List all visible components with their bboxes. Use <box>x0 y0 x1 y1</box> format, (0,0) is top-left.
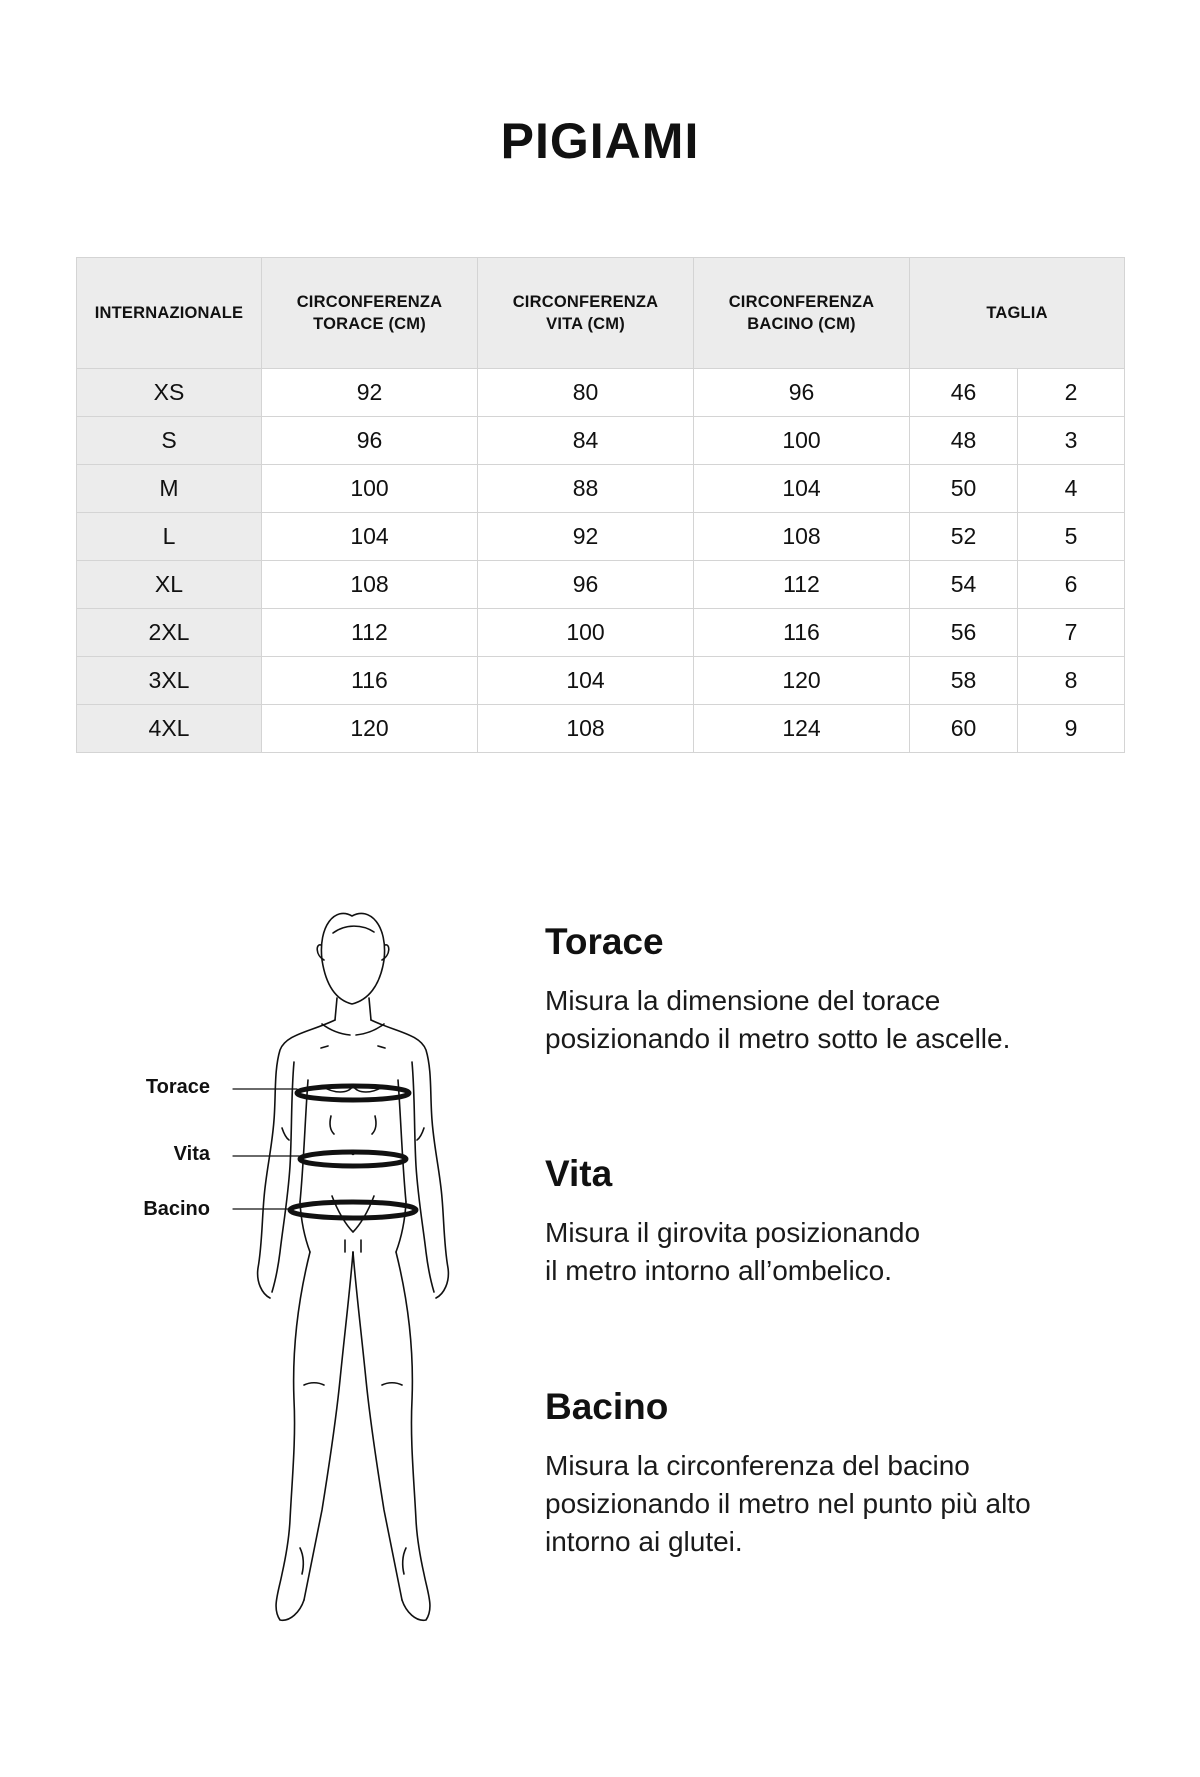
guide-chest-heading: Torace <box>545 921 664 962</box>
header-chest: CIRCONFERENZA TORACE (CM) <box>262 258 478 369</box>
size-table <box>76 257 1125 753</box>
header-international: INTERNAZIONALE <box>77 258 262 369</box>
cell-hip: 120 <box>694 657 910 705</box>
table-body <box>77 369 1125 753</box>
figure-label-hip: Bacino <box>143 1198 210 1220</box>
cell-international: XS <box>77 369 262 417</box>
cell-waist: 88 <box>478 465 694 513</box>
table-row <box>77 705 1125 753</box>
cell-chest: 92 <box>262 369 478 417</box>
cell-hip: 124 <box>694 705 910 753</box>
guide-hip-text: Misura la circonferenza del bacino posizionando il metro nel punto più alto intorno ai glutei. <box>545 1450 1031 1557</box>
cell-international: 2XL <box>77 609 262 657</box>
figure-label-chest: Torace <box>145 1076 210 1098</box>
cell-size-number: 9 <box>1018 705 1125 753</box>
cell-size-it: 54 <box>910 561 1018 609</box>
guide-waist <box>545 1152 1145 1290</box>
cell-size-it: 50 <box>910 465 1018 513</box>
header-hip: CIRCONFERENZA BACINO (CM) <box>694 258 910 369</box>
table-row <box>77 657 1125 705</box>
cell-international: 3XL <box>77 657 262 705</box>
header-waist: CIRCONFERENZA VITA (CM) <box>478 258 694 369</box>
cell-chest: 120 <box>262 705 478 753</box>
cell-chest: 112 <box>262 609 478 657</box>
cell-size-it: 48 <box>910 417 1018 465</box>
cell-waist: 84 <box>478 417 694 465</box>
cell-size-number: 5 <box>1018 513 1125 561</box>
table-row <box>77 609 1125 657</box>
cell-chest: 100 <box>262 465 478 513</box>
figure-label-waist: Vita <box>173 1143 210 1165</box>
cell-size-number: 4 <box>1018 465 1125 513</box>
cell-size-number: 8 <box>1018 657 1125 705</box>
cell-size-it: 58 <box>910 657 1018 705</box>
page-title: PIGIAMI <box>500 113 700 169</box>
cell-waist: 92 <box>478 513 694 561</box>
cell-chest: 108 <box>262 561 478 609</box>
cell-international: S <box>77 417 262 465</box>
cell-waist: 80 <box>478 369 694 417</box>
guide-hip <box>545 1385 1145 1561</box>
cell-chest: 116 <box>262 657 478 705</box>
guide-chest <box>545 920 1145 1058</box>
guide-waist-heading: Vita <box>545 1153 613 1194</box>
cell-size-number: 6 <box>1018 561 1125 609</box>
cell-international: M <box>77 465 262 513</box>
cell-size-number: 3 <box>1018 417 1125 465</box>
cell-waist: 96 <box>478 561 694 609</box>
cell-size-it: 46 <box>910 369 1018 417</box>
cell-size-it: 52 <box>910 513 1018 561</box>
cell-hip: 100 <box>694 417 910 465</box>
cell-chest: 96 <box>262 417 478 465</box>
cell-waist: 108 <box>478 705 694 753</box>
cell-size-number: 2 <box>1018 369 1125 417</box>
table-row <box>77 561 1125 609</box>
table-row <box>77 465 1125 513</box>
cell-size-it: 60 <box>910 705 1018 753</box>
cell-hip: 112 <box>694 561 910 609</box>
cell-international: 4XL <box>77 705 262 753</box>
cell-hip: 108 <box>694 513 910 561</box>
header-size: TAGLIA <box>910 258 1125 369</box>
cell-waist: 104 <box>478 657 694 705</box>
cell-international: XL <box>77 561 262 609</box>
guide-waist-text: Misura il girovita posizionando il metro intorno all’ombelico. <box>545 1217 921 1286</box>
cell-chest: 104 <box>262 513 478 561</box>
table-row <box>77 513 1125 561</box>
cell-hip: 104 <box>694 465 910 513</box>
human-silhouette-illustration <box>0 880 480 1640</box>
guide-chest-text: Misura la dimensione del torace posizionando il metro sotto le ascelle. <box>545 985 1011 1054</box>
cell-size-it: 56 <box>910 609 1018 657</box>
table-row <box>77 417 1125 465</box>
cell-size-number: 7 <box>1018 609 1125 657</box>
cell-international: L <box>77 513 262 561</box>
cell-hip: 116 <box>694 609 910 657</box>
table-row <box>77 369 1125 417</box>
cell-hip: 96 <box>694 369 910 417</box>
guide-hip-heading: Bacino <box>545 1386 669 1427</box>
table-header-row <box>77 258 1125 369</box>
cell-waist: 100 <box>478 609 694 657</box>
